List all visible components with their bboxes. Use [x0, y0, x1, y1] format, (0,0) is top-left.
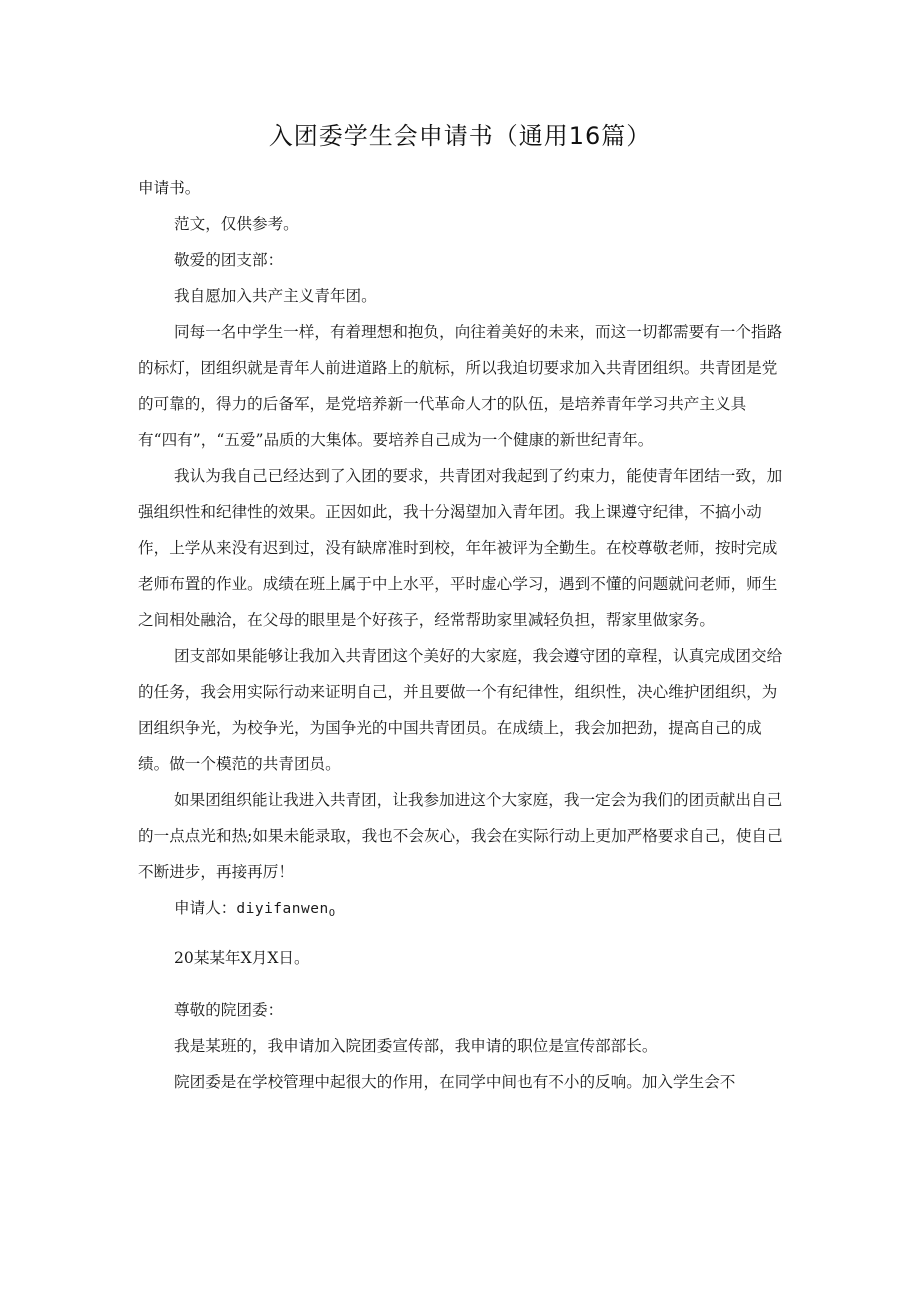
- paragraph-6: 我是某班的，我申请加入院团委宣传部，我申请的职位是宣传部部长。: [174, 1037, 658, 1055]
- paragraph-5: 如果团组织能让我进入共青团，让我参加进这个大家庭，我一定会为我们的团贡献出自己的一点点光和热;如果未能录取，我也不会灰心，我会在实际行动上更加严格要求自己，使自己不断进步，再接再厉！: [138, 791, 783, 881]
- paragraph-1: 我自愿加入共产主义青年团。: [174, 287, 377, 305]
- salutation-line: 敬爱的团支部：: [174, 251, 284, 269]
- intro-line: 申请书。: [138, 179, 201, 197]
- paragraph-3: 我认为我自己已经达到了入团的要求，共青团对我起到了约束力，能使青年团结一致，加强组织性和纪律性的效果。正因如此，我十分渴望加入青年团。我上课遵守纪律，不搞小动作，上学从来没有迟到过，没有缺席准时到校，年年被评为全勤生。在校尊敬老师，按时完成老师布置的作业。成绩在班上属于中上水平，平时虚心学习，遇到不懂的问题就问老师，师生之间相处融洽，在父母的眼里是个好孩子，经常帮助家里减轻负担，帮家里做家务。: [138, 467, 783, 629]
- applicant-suffix: 0: [328, 908, 336, 919]
- paragraph-4: 团支部如果能够让我加入共青团这个美好的大家庭，我会遵守团的章程，认真完成团交给的任务，我会用实际行动来证明自己，并且要做一个有纪律性，组织性，决心维护团组织，为团组织争光，为校争光，为国争光的中国共青团员。在成绩上，我会加把劲，提高自己的成绩。做一个模范的共青团员。: [138, 647, 783, 773]
- paragraph-2: 同每一名中学生一样，有着理想和抱负，向往着美好的未来，而这一切都需要有一个指路的标灯，团组织就是青年人前进道路上的航标，所以我迫切要求加入共青团组织。共青团是党的可靠的，得力的后备军，是党培养新一代革命人才的队伍，是培养青年学习共产主义具有“四有”，“五爱”品质的大集体。要培养自己成为一个健康的新世纪青年。: [138, 323, 783, 449]
- document-title: 入团委学生会申请书（通用16篇）: [268, 122, 652, 150]
- document-body: [138, 170, 784, 1100]
- note-line: 范文，仅供参考。: [174, 215, 299, 233]
- applicant-line: [138, 890, 784, 932]
- paragraph-7: 院团委是在学校管理中起很大的作用，在同学中间也有不小的反响。加入学生会不: [174, 1073, 736, 1091]
- applicant-label: 申请人：: [174, 899, 237, 917]
- salutation-line-2: 尊敬的院团委：: [174, 1001, 284, 1019]
- date-line: 20某某年X月X日。: [174, 949, 310, 967]
- applicant-name: diyifanwen: [236, 901, 329, 917]
